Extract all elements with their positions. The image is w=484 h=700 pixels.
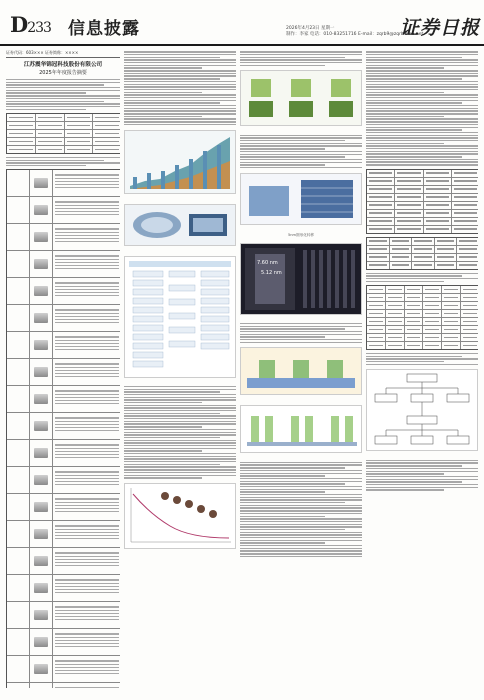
- body-text-block: [240, 51, 362, 66]
- product-image: [34, 583, 48, 593]
- body-text-block: [366, 353, 478, 365]
- transistor-comparison-figure: [240, 405, 362, 453]
- wafer-process-figure: [124, 204, 236, 246]
- body-text-block: [240, 462, 362, 557]
- masthead: [0, 0, 484, 46]
- date-line: 2026年4月23日 星期一: [286, 26, 335, 31]
- body-text-block: [124, 51, 236, 125]
- company-info-table: [6, 113, 120, 154]
- stacked-architecture-figure: [240, 173, 362, 225]
- chip-structure-figure: [240, 70, 362, 126]
- product-image: [34, 205, 48, 215]
- product-image: [34, 259, 48, 269]
- column-4: [366, 50, 478, 688]
- stock-code-line: 证券代码：603××× 证券简称：××××: [6, 50, 120, 58]
- process-flow-table-figure: [124, 256, 236, 378]
- product-image: [34, 340, 48, 350]
- product-image: [34, 556, 48, 566]
- product-image: [34, 178, 48, 188]
- product-image: [34, 421, 48, 431]
- product-image: [34, 448, 48, 458]
- intro-text-block: [6, 79, 120, 110]
- report-title: 2025年年度报告摘要: [39, 70, 87, 76]
- page-code: D233: [10, 12, 51, 37]
- body-text-block: [366, 51, 478, 165]
- sem-image-figure: [240, 243, 362, 315]
- scale-label-b: 5.12 nm: [261, 269, 282, 276]
- shareholder-table: [366, 285, 478, 350]
- product-image: [34, 232, 48, 242]
- body-text-block: [124, 386, 236, 479]
- quarterly-data-table: [366, 237, 478, 270]
- product-image: [34, 610, 48, 620]
- performance-curve-figure: [124, 483, 236, 549]
- newspaper-logo: 证券日报: [400, 17, 481, 39]
- body-text-block: [240, 323, 362, 343]
- body-text-block: [366, 273, 478, 282]
- section-title: 信息披露: [68, 19, 140, 39]
- product-image: [34, 502, 48, 512]
- product-image: [34, 286, 48, 296]
- body-text-block: [240, 135, 362, 169]
- market-growth-figure: [124, 130, 236, 194]
- product-image: [34, 367, 48, 377]
- column-1: [6, 50, 120, 688]
- product-table: [6, 169, 120, 688]
- contact-line: 制作：李家 电话：010-83251716 E-mail：zqrb9@zqrb.sina.net: [286, 32, 424, 37]
- scale-label-a: 7.60 nm: [257, 259, 278, 266]
- business-text-block: [6, 157, 120, 166]
- sem-figure-label: 5nm图形化转移: [287, 232, 315, 237]
- product-image: [34, 313, 48, 323]
- financial-table: [366, 169, 478, 234]
- product-image: [34, 664, 48, 674]
- product-image: [34, 637, 48, 647]
- ownership-structure-diagram: [366, 369, 478, 451]
- column-2: [124, 50, 236, 688]
- product-image: [34, 394, 48, 404]
- cross-section-figure: [240, 347, 362, 395]
- product-image: [34, 529, 48, 539]
- body-text-block: [366, 460, 478, 491]
- product-image: [34, 475, 48, 485]
- company-name: 江苏震华锦冠科技股份有限公司: [23, 62, 103, 68]
- column-3: [240, 50, 362, 688]
